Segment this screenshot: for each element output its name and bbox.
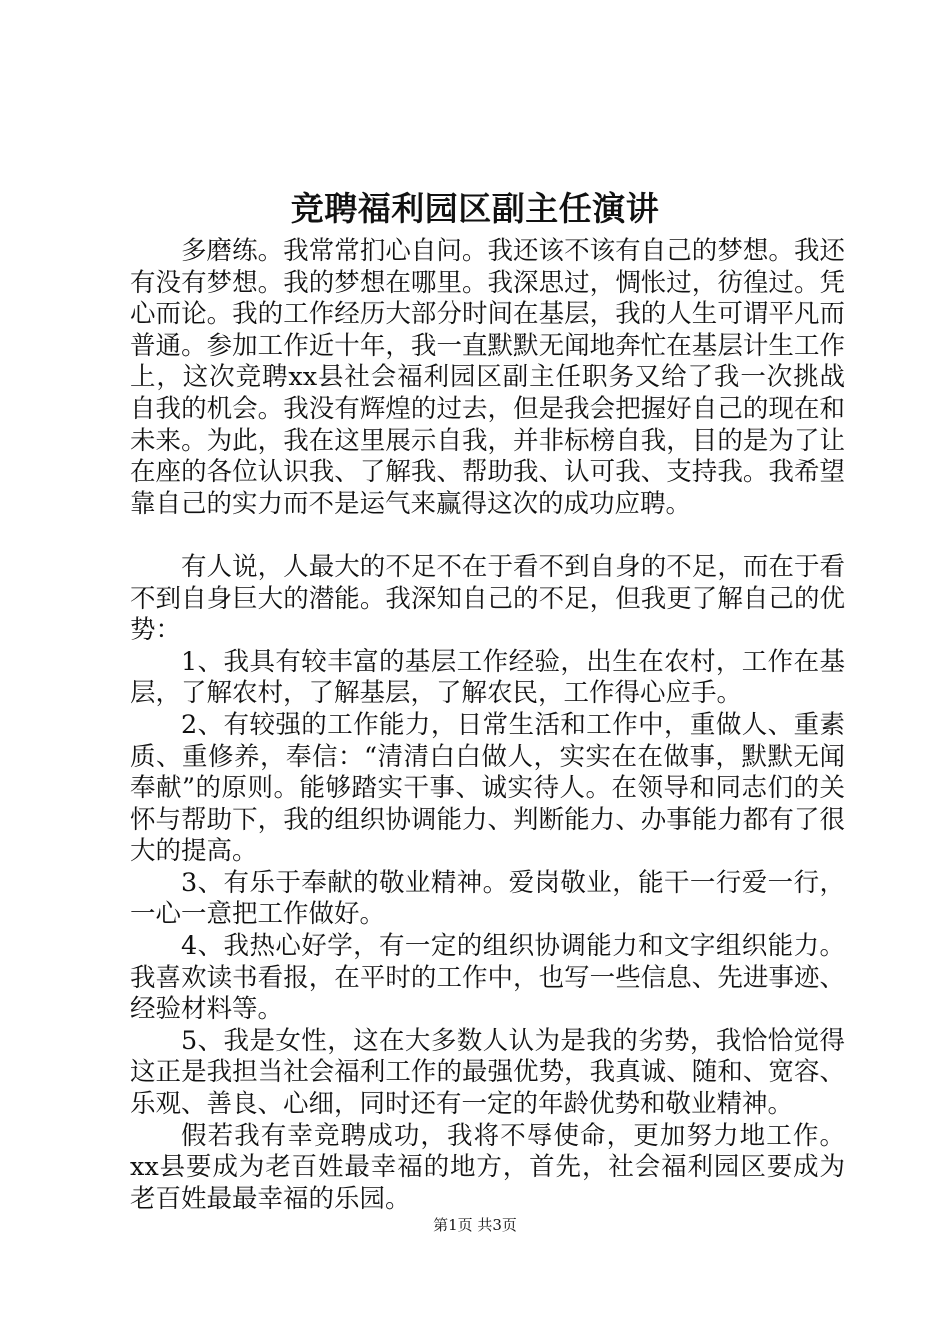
paragraph-point-5: 5、我是女性，这在大多数人认为是我的劣势，我恰恰觉得这正是我担当社会福利工作的最强优势，我真诚、随和、宽容、乐观、善良、心细，同时还有一定的年龄优势和敬业精神。	[130, 1025, 845, 1120]
paragraph-point-1: 1、我具有较丰富的基层工作经验，出生在农村，工作在基层，了解农村，了解基层，了解农民，工作得心应手。	[130, 646, 845, 709]
paragraph-intro: 多磨练。我常常扪心自问。我还该不该有自己的梦想。我还有没有梦想。我的梦想在哪里。我深思过，惆怅过，彷徨过。凭心而论。我的工作经历大部分时间在基层，我的人生可谓平凡而普通。参加工作近十年，我一直默默无闻地奔忙在基层计生工作上，这次竞聘xx县社会福利园区副主任职务又给了我一次挑战自我的机会。我没有辉煌的过去，但是我会把握好自己的现在和未来。为此，我在这里展示自我，并非标榜自我，目的是为了让在座的各位认识我、了解我、帮助我、认可我、支持我。我希望靠自己的实力而不是运气来赢得这次的成功应聘。	[130, 236, 845, 519]
paragraph-closing: 假若我有幸竞聘成功，我将不辱使命，更加努力地工作。xx县要成为老百姓最幸福的地方，首先，社会福利园区要成为老百姓最最幸福的乐园。	[130, 1120, 845, 1214]
paragraph-strengths-intro: 有人说，人最大的不足不在于看不到自身的不足，而在于看不到自身巨大的潜能。我深知自己的不足，但我更了解自己的优势：	[130, 551, 845, 646]
page-footer: 第1页 共3页	[433, 1216, 517, 1234]
paragraph-point-2: 2、有较强的工作能力，日常生活和工作中，重做人、重素质、重修养，奉信：“清清白白做人，实实在在做事，默默无闻奉献”的原则。能够踏实干事、诚实待人。在领导和同志们的关怀与帮助下，我的组织协调能力、判断能力、办事能力都有了很大的提高。	[130, 709, 845, 867]
paragraph-point-4: 4、我热心好学，有一定的组织协调能力和文字组织能力。我喜欢读书看报，在平时的工作中，也写一些信息、先进事迹、经验材料等。	[130, 931, 845, 1025]
document-title: 竞聘福利园区副主任演讲	[290, 189, 660, 228]
paragraph-point-3: 3、有乐于奉献的敬业精神。爱岗敬业，能干一行爱一行，一心一意把工作做好。	[130, 867, 845, 930]
document-body	[130, 236, 845, 1215]
